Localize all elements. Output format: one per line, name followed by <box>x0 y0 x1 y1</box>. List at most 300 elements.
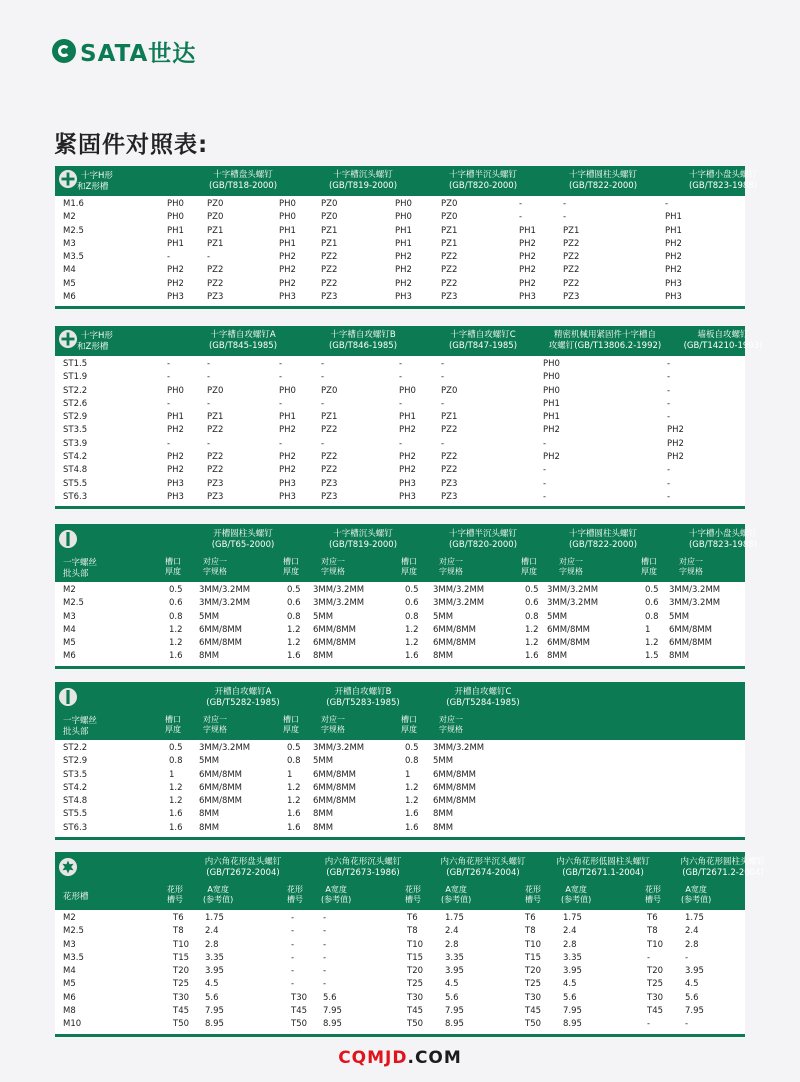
sub-column-header-line: (参考值) <box>321 895 352 904</box>
sub-column-header <box>405 885 421 905</box>
table-row <box>55 782 745 795</box>
value-cell: 6MM/8MM <box>433 624 477 635</box>
value-cell: - <box>667 372 671 383</box>
sub-column-header-line: 槽号 <box>287 895 303 904</box>
column-header-line: (GB/T818-2000) <box>208 181 278 191</box>
value-cell: PZ1 <box>321 412 338 423</box>
value-cell: 6MM/8MM <box>313 638 357 649</box>
column-header <box>543 857 663 879</box>
value-cell: - <box>441 372 445 383</box>
value-cell: 3MM/3.2MM <box>669 598 721 609</box>
value-cell: T15 <box>407 952 424 963</box>
value-cell: T25 <box>173 979 190 990</box>
column-header-line: (GB/T820-2000) <box>448 181 518 191</box>
value-cell: 1.2 <box>525 638 539 649</box>
column-header-line: 十字槽沉头螺钉 <box>333 170 393 180</box>
column-header <box>545 330 665 352</box>
value-cell: - <box>291 952 295 963</box>
column-header-line: 十字槽盘头螺钉 <box>213 170 273 180</box>
value-cell: 1 <box>405 769 411 780</box>
value-cell: PZ2 <box>321 425 338 436</box>
value-cell: PZ2 <box>207 452 224 463</box>
row-type-label <box>63 558 97 580</box>
value-cell: PH0 <box>543 372 560 383</box>
value-cell: 1.2 <box>405 624 419 635</box>
value-cell: - <box>207 252 211 263</box>
value-cell: 3MM/3.2MM <box>313 598 365 609</box>
size-cell: ST5.5 <box>63 809 88 820</box>
column-header-line: (GB/T845-1985) <box>208 341 278 351</box>
column-header-line: 十字槽圆柱头螺钉 <box>568 170 637 180</box>
table-row <box>55 952 745 965</box>
value-cell: 4.5 <box>205 979 219 990</box>
column-header-line: 墙板自攻螺钉 <box>697 330 749 340</box>
size-cell: M10 <box>63 1019 82 1030</box>
value-cell: PH2 <box>279 465 296 476</box>
sub-column-header <box>165 557 181 577</box>
value-cell: PZ3 <box>207 292 224 303</box>
size-cell: M2 <box>63 585 76 595</box>
sub-column-header <box>439 557 463 577</box>
value-cell: PH2 <box>519 278 536 289</box>
value-cell: PH0 <box>399 385 416 396</box>
value-cell: - <box>685 952 689 963</box>
value-cell: T10 <box>647 939 664 950</box>
value-cell: 0.5 <box>645 585 659 595</box>
value-cell: 5MM <box>199 611 220 622</box>
value-cell: PZ3 <box>207 491 224 502</box>
sub-column-header-line: 对应一 <box>439 557 463 566</box>
value-cell: 5MM <box>313 611 334 622</box>
column-header-line: (GB/T823-1988) <box>688 540 758 550</box>
value-cell: 6MM/8MM <box>313 796 357 807</box>
value-cell: 3.35 <box>205 952 224 963</box>
value-cell: 3MM/3.2MM <box>433 585 485 595</box>
sub-column-header-line: 槽口 <box>283 715 299 724</box>
value-cell: 1.2 <box>405 782 419 793</box>
value-cell: T50 <box>525 1019 542 1030</box>
column-header <box>423 529 543 551</box>
value-cell: - <box>667 385 671 396</box>
value-cell: 1.6 <box>169 809 183 820</box>
column-header <box>183 529 303 551</box>
column-header-line: (GB/T5282-1985) <box>206 698 280 708</box>
value-cell: - <box>543 438 547 449</box>
sub-column-header <box>283 715 299 735</box>
phillips-cross-icon <box>59 170 77 188</box>
value-cell: - <box>321 398 325 409</box>
column-header <box>423 687 543 709</box>
value-cell: PH0 <box>279 212 296 223</box>
sub-column-header-line: 字规格 <box>321 567 345 576</box>
value-cell: T30 <box>291 992 308 1003</box>
value-cell: - <box>519 199 523 209</box>
brand-name: SATA世达 <box>80 40 197 67</box>
sub-column-header <box>401 557 417 577</box>
value-cell: T20 <box>647 966 664 977</box>
sub-column-header <box>679 557 703 577</box>
value-cell: 1.6 <box>405 822 419 833</box>
value-cell: 6MM/8MM <box>199 638 243 649</box>
size-cell: ST4.2 <box>63 782 88 793</box>
size-cell: M3.5 <box>63 952 84 963</box>
sub-column-header-line: 对应一 <box>439 715 463 724</box>
table-row <box>55 611 745 624</box>
value-cell: T8 <box>407 926 418 937</box>
value-cell: PZ0 <box>321 212 338 223</box>
value-cell: PH0 <box>167 199 184 209</box>
value-cell: 0.8 <box>645 611 659 622</box>
value-cell: 1.6 <box>287 822 301 833</box>
value-cell: 4.5 <box>685 979 699 990</box>
value-cell: 0.8 <box>405 756 419 767</box>
value-cell: 0.5 <box>287 585 301 595</box>
column-header-line: 内六角花形半沉头螺钉 <box>440 857 526 867</box>
size-cell: M4 <box>63 265 76 276</box>
sub-column-header-line: A宽度 <box>445 885 467 894</box>
size-cell: ST1.5 <box>63 359 88 369</box>
value-cell: PZ2 <box>441 278 458 289</box>
value-cell: T30 <box>647 992 664 1003</box>
value-cell: 5.6 <box>445 992 459 1003</box>
value-cell: 8MM <box>433 651 454 662</box>
value-cell: PH3 <box>279 478 296 489</box>
value-cell: T10 <box>525 939 542 950</box>
value-cell: PZ1 <box>441 225 458 236</box>
value-cell: PH3 <box>665 278 682 289</box>
sub-column-header <box>401 715 417 735</box>
sub-column-header-line: 字规格 <box>321 725 345 734</box>
table-row <box>55 1005 745 1018</box>
value-cell: PH3 <box>399 491 416 502</box>
size-cell: M6 <box>63 292 76 303</box>
column-header-line: (GB/T820-2000) <box>448 540 518 550</box>
size-cell: M3.5 <box>63 252 84 263</box>
value-cell: 1.2 <box>405 796 419 807</box>
value-cell: PZ0 <box>321 199 338 209</box>
phillips-cross-icon <box>59 330 77 348</box>
footer-black-text: .COM <box>407 1048 462 1068</box>
value-cell: PH3 <box>167 491 184 502</box>
column-header-line: 十字槽小盘头螺钉 <box>688 170 757 180</box>
value-cell: PH2 <box>279 452 296 463</box>
value-cell: 6MM/8MM <box>669 624 713 635</box>
value-cell: PH2 <box>667 425 684 436</box>
column-header-line: (GB/T847-1985) <box>448 341 518 351</box>
value-cell: 1.2 <box>287 638 301 649</box>
sub-column-header-line: 花形 <box>167 885 183 894</box>
row-type-label-line: 和Z形槽 <box>77 342 109 352</box>
value-cell: PZ2 <box>321 465 338 476</box>
value-cell: 5MM <box>433 611 454 622</box>
value-cell: 2.4 <box>563 926 577 937</box>
table-row <box>55 478 745 491</box>
value-cell: PH0 <box>395 199 412 209</box>
value-cell: 3.95 <box>205 966 224 977</box>
sub-column-header-line: 槽口 <box>283 557 299 566</box>
sub-column-header <box>287 885 303 905</box>
sub-column-header <box>441 885 471 905</box>
value-cell: - <box>563 199 567 209</box>
size-cell: ST5.5 <box>63 478 88 489</box>
value-cell: - <box>667 359 671 369</box>
value-cell: 0.8 <box>287 611 301 622</box>
value-cell: PZ3 <box>321 491 338 502</box>
sub-column-header-line: 字规格 <box>439 725 463 734</box>
size-cell: M2.5 <box>63 225 84 236</box>
value-cell: - <box>167 372 171 383</box>
sub-column-header-line: 槽号 <box>525 895 541 904</box>
value-cell: PH0 <box>167 385 184 396</box>
value-cell: - <box>323 979 327 990</box>
value-cell: PZ3 <box>441 491 458 502</box>
value-cell: 1.2 <box>169 782 183 793</box>
value-cell: 0.5 <box>525 585 539 595</box>
sub-column-header <box>681 885 711 905</box>
size-cell: M4 <box>63 624 76 635</box>
column-header-line: 十字槽自攻螺钉C <box>450 330 516 340</box>
value-cell: PH3 <box>279 491 296 502</box>
value-cell: T50 <box>291 1019 308 1030</box>
value-cell: 3.95 <box>563 966 582 977</box>
value-cell: PZ1 <box>441 238 458 249</box>
table-body <box>55 582 745 666</box>
table-row <box>55 451 745 464</box>
row-type-label-line: 花形槽 <box>63 892 89 902</box>
table-row <box>55 742 745 755</box>
sata-logo-icon <box>52 39 76 63</box>
value-cell: PH2 <box>399 465 416 476</box>
table-row <box>55 637 745 650</box>
sub-column-header-line: 槽口 <box>165 715 181 724</box>
value-cell: 1.6 <box>525 651 539 662</box>
sub-column-header-line: A宽度 <box>325 885 347 894</box>
value-cell: PH1 <box>395 225 412 236</box>
table-row <box>55 769 745 782</box>
table-row <box>55 808 745 821</box>
size-cell: M5 <box>63 638 76 649</box>
value-cell: PH2 <box>519 238 536 249</box>
value-cell: PH2 <box>395 265 412 276</box>
value-cell: PZ0 <box>207 385 224 396</box>
value-cell: 3MM/3.2MM <box>433 743 485 753</box>
column-header <box>543 529 663 551</box>
value-cell: PH1 <box>665 225 682 236</box>
value-cell: 6MM/8MM <box>433 769 477 780</box>
size-cell: M2 <box>63 212 76 223</box>
value-cell: - <box>647 952 651 963</box>
value-cell: T25 <box>407 979 424 990</box>
value-cell: PH0 <box>279 385 296 396</box>
value-cell: - <box>399 372 403 383</box>
value-cell: - <box>207 438 211 449</box>
value-cell: 3MM/3.2MM <box>547 598 599 609</box>
value-cell: 7.95 <box>323 1006 342 1017</box>
column-header <box>423 170 543 192</box>
size-cell: ST3.5 <box>63 425 88 436</box>
table-row <box>55 939 745 952</box>
column-header <box>663 330 783 352</box>
column-header-line: 开槽自攻螺钉A <box>214 687 272 697</box>
sub-column-header-line: 槽号 <box>405 895 421 904</box>
table-row <box>55 1018 745 1031</box>
value-cell: PH2 <box>399 425 416 436</box>
value-cell: PH3 <box>519 292 536 303</box>
value-cell: PH2 <box>667 452 684 463</box>
sub-column-header-line: 厚度 <box>641 567 657 576</box>
value-cell: - <box>441 359 445 369</box>
value-cell: PH2 <box>167 452 184 463</box>
value-cell: 6MM/8MM <box>313 769 357 780</box>
value-cell: - <box>323 966 327 977</box>
table-body <box>55 196 745 306</box>
table-row <box>55 264 745 277</box>
size-cell: ST3.9 <box>63 438 88 449</box>
sub-column-header <box>645 885 661 905</box>
value-cell: 8.95 <box>205 1019 224 1030</box>
value-cell: PH3 <box>399 478 416 489</box>
column-header-line: 内六角花形圆柱头螺钉 <box>680 857 766 867</box>
value-cell: PH3 <box>665 292 682 303</box>
value-cell: 6MM/8MM <box>199 796 243 807</box>
value-cell: 1.2 <box>287 624 301 635</box>
value-cell: 2.8 <box>205 939 219 950</box>
column-header-line: (GB/T14210-1993) <box>683 341 763 351</box>
value-cell: PZ2 <box>441 465 458 476</box>
value-cell: - <box>667 491 671 502</box>
value-cell: T25 <box>525 979 542 990</box>
table-header <box>55 852 766 910</box>
sub-column-header-line: 槽口 <box>401 557 417 566</box>
value-cell: 8MM <box>199 651 220 662</box>
value-cell: T15 <box>173 952 190 963</box>
column-header-line: 内六角花形盘头螺钉 <box>204 857 282 867</box>
table-row <box>55 491 745 504</box>
value-cell: PZ2 <box>563 252 580 263</box>
value-cell: PH2 <box>167 278 184 289</box>
column-header <box>183 857 303 879</box>
value-cell: - <box>441 438 445 449</box>
value-cell: 1.2 <box>645 638 659 649</box>
size-cell: ST1.9 <box>63 372 88 383</box>
value-cell: PZ2 <box>207 265 224 276</box>
value-cell: 5MM <box>669 611 690 622</box>
column-header-line: 十字槽沉头螺钉 <box>333 529 393 539</box>
value-cell: T10 <box>173 939 190 950</box>
value-cell: - <box>665 199 669 209</box>
value-cell: T30 <box>173 992 190 1003</box>
value-cell: 6MM/8MM <box>433 782 477 793</box>
size-cell: M4 <box>63 966 76 977</box>
value-cell: PH2 <box>667 438 684 449</box>
column-header-line: 开槽自攻螺钉C <box>454 687 512 697</box>
column-header-line: 开槽圆柱头螺钉 <box>213 529 273 539</box>
value-cell: PH2 <box>279 265 296 276</box>
value-cell: T8 <box>525 926 536 937</box>
value-cell: 3MM/3.2MM <box>199 585 251 595</box>
value-cell: PH3 <box>167 478 184 489</box>
value-cell: 8MM <box>313 651 334 662</box>
table-row <box>55 624 745 637</box>
value-cell: 6MM/8MM <box>669 638 713 649</box>
row-type-label-line: 和Z形槽 <box>77 182 109 192</box>
value-cell: 2.8 <box>685 939 699 950</box>
column-header-line: 十字槽半沉头螺钉 <box>448 170 517 180</box>
value-cell: 1.5 <box>645 651 659 662</box>
value-cell: PZ3 <box>563 292 580 303</box>
value-cell: 3MM/3.2MM <box>313 585 365 595</box>
sub-column-header-line: 厚度 <box>401 567 417 576</box>
slotted-screw-icon <box>59 530 77 548</box>
value-cell: T8 <box>173 926 184 937</box>
value-cell: 6MM/8MM <box>313 624 357 635</box>
sub-column-header-line: 厚度 <box>283 567 299 576</box>
value-cell: 8MM <box>547 651 568 662</box>
value-cell: 5.6 <box>685 992 699 1003</box>
value-cell: T45 <box>291 1006 308 1017</box>
size-cell: M3 <box>63 238 76 249</box>
value-cell: PH0 <box>395 212 412 223</box>
column-header <box>663 857 783 879</box>
sub-column-header-line: 花形 <box>287 885 303 894</box>
sub-column-header <box>521 557 537 577</box>
value-cell: 0.5 <box>169 743 183 753</box>
value-cell: 1.6 <box>287 809 301 820</box>
value-cell: 0.8 <box>169 756 183 767</box>
column-header-line: 十字槽小盘头螺钉 <box>688 529 757 539</box>
table-row <box>55 371 745 384</box>
value-cell: T45 <box>525 1006 542 1017</box>
table-row <box>55 912 745 925</box>
size-cell: ST2.2 <box>63 385 88 396</box>
value-cell: PH2 <box>399 452 416 463</box>
value-cell: PH1 <box>279 238 296 249</box>
value-cell: T6 <box>407 913 418 923</box>
table-row <box>55 411 745 424</box>
column-header <box>543 170 663 192</box>
size-cell: M8 <box>63 1006 76 1017</box>
value-cell: - <box>667 398 671 409</box>
value-cell: PH2 <box>395 252 412 263</box>
page-title: 紧固件对照表: <box>54 132 209 158</box>
value-cell: PZ1 <box>321 225 338 236</box>
value-cell: PZ2 <box>207 278 224 289</box>
sub-column-header-line: 槽口 <box>165 557 181 566</box>
value-cell: 0.5 <box>169 585 183 595</box>
value-cell: 8MM <box>313 809 334 820</box>
sub-column-header <box>321 885 351 905</box>
size-cell: ST2.6 <box>63 398 88 409</box>
value-cell: T30 <box>525 992 542 1003</box>
column-header-line: 内六角花形沉头螺钉 <box>324 857 402 867</box>
sub-column-header-line: A宽度 <box>565 885 587 894</box>
value-cell: PH2 <box>167 465 184 476</box>
column-header <box>303 529 423 551</box>
column-header-line: (GB/T822-2000) <box>568 540 638 550</box>
value-cell: PZ1 <box>207 238 224 249</box>
sub-column-header-line: 厚度 <box>165 725 181 734</box>
value-cell: - <box>291 913 295 923</box>
sub-column-header <box>559 557 583 577</box>
value-cell: PH2 <box>167 265 184 276</box>
value-cell: - <box>291 966 295 977</box>
value-cell: 8MM <box>199 809 220 820</box>
value-cell: PZ2 <box>441 452 458 463</box>
value-cell: 1.75 <box>685 913 704 923</box>
sub-column-header-line: 对应一 <box>203 557 227 566</box>
table-row <box>55 584 745 597</box>
sub-column-header-line: 对应一 <box>321 715 345 724</box>
